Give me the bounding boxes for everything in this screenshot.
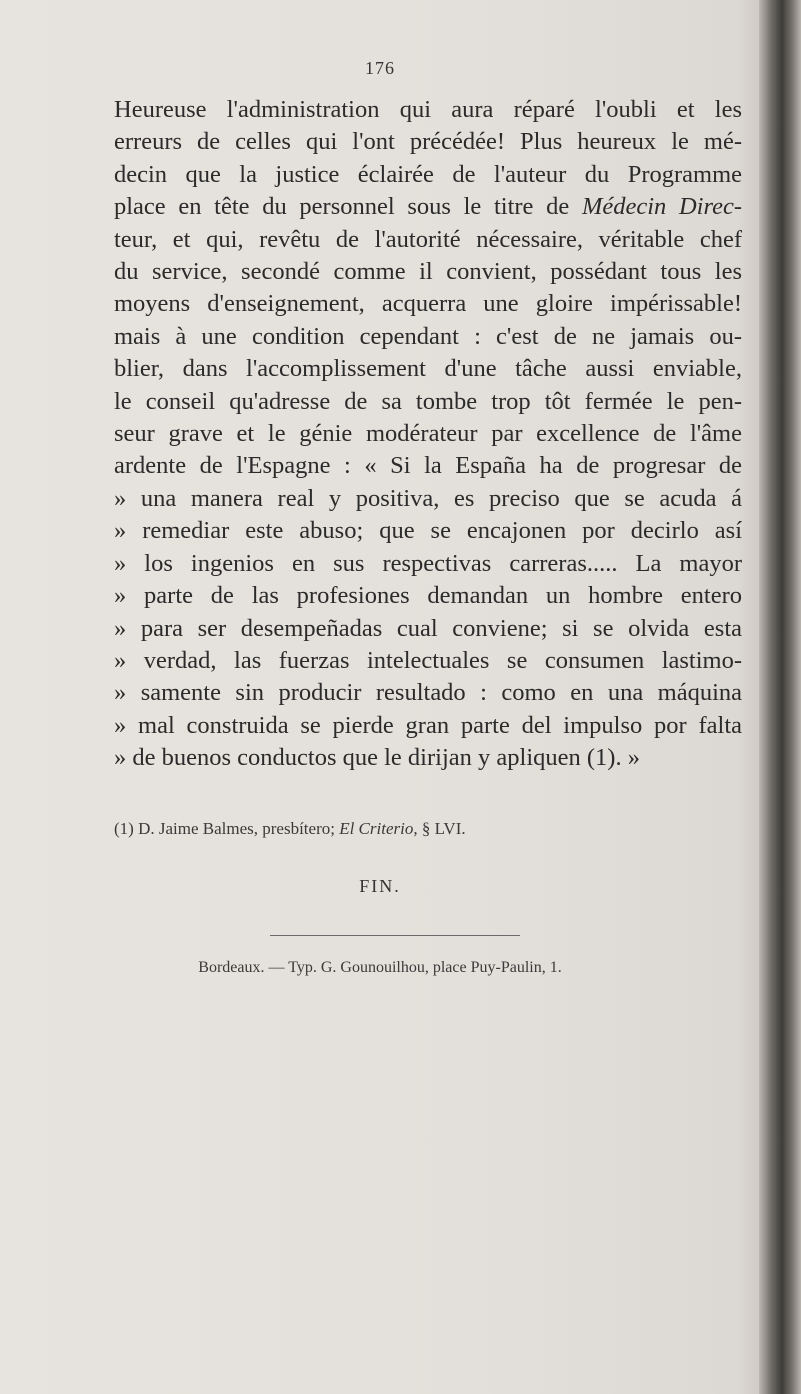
text-line-5: teur, et qui, revêtu de l'autorité nécessaire, véritable chef [114, 225, 742, 253]
text-line-1: Heureuse l'administration qui aura réparé l'oubli et les [114, 96, 742, 123]
text-line-15: » los ingenios en sus respectivas carreras..... La mayor [114, 549, 742, 577]
text-line-12: ardente de l'Espagne : « Si la España ha de progresar de [114, 452, 742, 480]
text-line-19: » samente sin producir resultado : como en una máquina [114, 679, 742, 707]
text-line-4-roman: place en tête du personnel sous le titre de [114, 193, 570, 221]
text-line-2: erreurs de celles qui l'ont précédée! Plus heureux le mé- [114, 128, 742, 156]
text-line-21-text: » de buenos conductos que le dirijan y apliquen [114, 744, 581, 772]
text-line-9: blier, dans l'accomplissement d'une tâche aussi enviable, [114, 355, 742, 383]
page-number: 176 [365, 58, 395, 78]
footnote-text: D. Jaime Balmes, presbítero; [138, 819, 335, 838]
text-line-18: » verdad, las fuerzas intelectuales se consumen lastimo- [114, 646, 742, 674]
text-line-20: » mal construida se pierde gran parte del impulso por falta [114, 711, 742, 739]
footnote [114, 818, 742, 840]
footnote-marker: (1) [114, 819, 134, 838]
footnote-work: El Criterio, [339, 819, 418, 838]
text-line-14: » remediar este abuso; que se encajonen por decirlo así [114, 517, 742, 545]
text-line-7: moyens d'enseignement, acquerra une gloire impérissable! [114, 290, 742, 318]
text-line-6: du service, secondé comme il convient, possédant tous les [114, 258, 742, 286]
page-edge-shadow [759, 0, 801, 1394]
closing-guillemet: » [621, 744, 640, 772]
text-line-17: » para ser desempeñadas cual conviene; si se olvida esta [114, 614, 742, 642]
text-line-13: » una manera real y positiva, es preciso que se acuda á [114, 484, 742, 512]
text-line-8: mais à une condition cependant : c'est de ne jamais ou- [114, 322, 742, 350]
text-line-16: » parte de las profesiones demandan un hombre entero [114, 582, 742, 610]
text-line-3: decin que la justice éclairée de l'auteur du Programme [114, 160, 742, 188]
text-line-10: le conseil qu'adresse de sa tombe trop tôt fermée le pen- [114, 387, 742, 415]
divider-rule [270, 935, 520, 936]
end-mark: FIN. [359, 876, 401, 896]
footnote-section: § LVI. [421, 819, 466, 838]
body-text [114, 94, 742, 775]
italic-title: Médecin Direc- [581, 193, 742, 221]
text-line-21 [114, 742, 742, 774]
text-line-11: seur grave et le génie modérateur par excellence de l'âme [114, 420, 742, 448]
text-line-4 [114, 191, 742, 223]
footnote-reference: (1). [586, 744, 622, 772]
printer-colophon: Bordeaux. — Typ. G. Gounouilhou, place Puy-Paulin, 1. [198, 959, 562, 976]
